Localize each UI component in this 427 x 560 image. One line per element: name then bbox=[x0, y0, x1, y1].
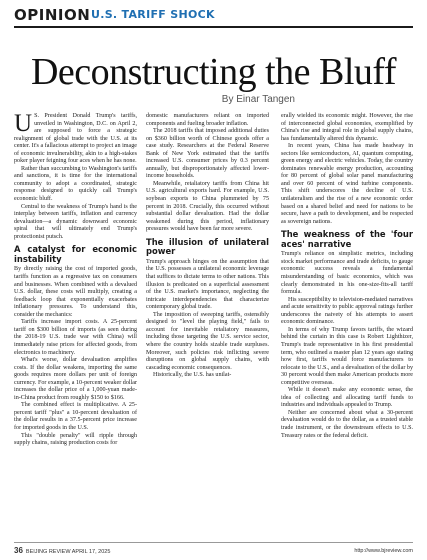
paragraph: Meanwhile, retaliatory tariffs from China hit U.S. agricultural exports hard. For example, U.S. soybean exports to China plummeted by 75 percent in 2018. Crucially, this occurred without substantial dollar devaluation. Had the dollar weakened during this period, inflationary pressures would have been far more severe. bbox=[146, 180, 269, 233]
column-1 bbox=[14, 110, 137, 448]
subhead-weakness: The weakness of the 'four aces' narrative bbox=[281, 229, 413, 249]
paragraph: The 2018 tariffs that imposed additional duties on $360 billion worth of Chinese goods offer a case study. Researchers at the Federal Reserve Bank of New York estimated that the tariffs increased U.S. consumer prices by 0.3 percent annually, but disproportionately affected lower-income households. bbox=[146, 128, 269, 180]
paragraph: Rather than succumbing to Washington's tariffs and sanctions, it is time for the international community to adopt a coordinated, strategic response designed to quickly call Trump's economic bluff. bbox=[14, 165, 137, 203]
article-byline: By Einar Tangen bbox=[221, 94, 295, 105]
subhead-catalyst: A catalyst for economic instability bbox=[14, 244, 137, 264]
section-label: OPINION bbox=[14, 6, 91, 24]
lead-paragraph bbox=[14, 110, 137, 166]
paragraph: Trump's approach hinges on the assumption that the U.S. possesses a unilateral economic leverage that suffices to dictate terms to other nations. This illusion is predicated on a superficial assessment of the U.S. market's importance, neglecting the intricate interdependencies that characterize contemporary global trade. bbox=[146, 258, 269, 311]
section-topic: U.S. TARIFF SHOCK bbox=[91, 8, 215, 21]
paragraph: This "double penalty" will ripple through supply chains, raising production costs for bbox=[14, 432, 137, 447]
paragraph: The combined effect is multiplicative. A 25-percent tariff "plus" a 10-percent devaluation of the dollar results in a 37.5-percent price increase for imported goods in the U.S. bbox=[14, 402, 137, 431]
paragraph: The imposition of sweeping tariffs, ostensibly designed to "level the playing field," fails to account for inevitable retaliatory measures, including those targeting the U.S. service sector, where the country holds sizable trade surpluses. Moreover, such policies risk inflicting severe disruptions on global supply chains, with cascading economic consequences. bbox=[146, 311, 269, 371]
paragraph: erally wielded its economic might. However, the rise of interconnected global economies, exemplified by China's rise and integral role in global supply chains, has fundamentally altered this dynamic. bbox=[281, 113, 413, 142]
paragraph: Historically, the U.S. has unilat- bbox=[153, 372, 232, 379]
page-header bbox=[14, 6, 413, 24]
paragraph: While it doesn't make any economic sense, the idea of collecting and allocating tariff funds to industries and individuals appealed to Trump. bbox=[281, 387, 413, 409]
paragraph: His susceptibility to television-mediated narratives and acute sensitivity to public approval ratings further underscores the naivety of his attempts to assert economic dominance. bbox=[281, 296, 413, 326]
drop-cap: U bbox=[14, 110, 33, 137]
paragraph: In recent years, China has made headway in sectors like semiconductors, AI, quantum computing, green energy and electric vehicles. Today, the country dominates renewable energy production, accounting for 80 percent of global solar panel manufacturing and over 60 percent of wind turbine components. This shift underscores the decline of U.S. unilateralism and the rise of a new economic order based on a shared belief and need for nations to be secure, have a path to development, and be respected as sovereign nations. bbox=[281, 143, 413, 225]
subhead-illusion: The illusion of unilateral power bbox=[146, 236, 269, 257]
paragraph: Central to the weakness of Trump's hand is the interplay between tariffs, inflation and currency devaluation—a dynamic downward economic spiral that will ultimately end Trump's protectionist putsch. bbox=[14, 203, 137, 240]
page-footer bbox=[14, 546, 413, 556]
page-number: 36 bbox=[14, 546, 23, 555]
paragraph: domestic manufacturers reliant on imported components and fueling broader inflation. bbox=[146, 113, 269, 127]
article-title: Deconstructing the Bluff bbox=[30, 51, 397, 93]
paragraph: In terms of why Trump favors tariffs, the wizard behind the curtain in this case is Robert Lighthizer, Trump's trade representative in his first presidential term, who outlined a master plan 12 years ago stating how first, tariffs would force manufacturers to relocate to the U.S., and a devaluation of the dollar by 30 percent would then make American products more competitive overseas. bbox=[281, 326, 413, 386]
paragraph: S. President Donald Trump's tariffs, unveiled in Washington, D.C. on April 2, are supposed to force a strategic realignment of global trade with the U.S. at its center. It's a fallacious attempt to project an image of economic invulnerability, akin to a high-stakes poker player feigning four aces when he has none. bbox=[14, 113, 137, 165]
paragraph: Trump's reliance on simplistic metrics, including stock market performance and trade deficits, to gauge economic success reveals a fundamental misunderstanding of basic economics, which was clearly demonstrated in his one-size-fits-all tariff formula. bbox=[281, 251, 413, 296]
issue-info: BEIJING REVIEW APRIL 17, 2025 bbox=[25, 549, 111, 555]
footer-rule bbox=[14, 542, 413, 543]
paragraph: Tariffs increase import costs. A 25-percent tariff on $300 billion of imports (as seen during the 2018-19 U.S. trade war with China) will immediately raise prices for affected goods, from electronics to machinery. bbox=[14, 319, 137, 356]
paragraph: Neither are concerned about what a 30-percent devaluation would do to the dollar, as a trusted stable trade instrument, or the downstream effects to U.S. Treasury rates or the federal deficit. bbox=[281, 409, 413, 439]
website-link[interactable]: http://www.bjreview.com bbox=[354, 548, 413, 554]
column-3 bbox=[281, 113, 413, 440]
paragraph: What's worse, dollar devaluation amplifies costs. If the dollar weakens, importing the same goods requires more dollars per unit of foreign currency. For example, a 10-percent weaker dollar increases the dollar price of a 1,000-yuan made-in-China product from roughly $150 to $166. bbox=[14, 357, 137, 401]
header-rule bbox=[14, 26, 413, 28]
column-2 bbox=[146, 113, 269, 380]
paragraph: By directly raising the cost of imported goods, tariffs function as a regressive tax on consumers and businesses. When combined with a devalued U.S. dollar, these costs will multiply, creating a feedback loop that exponentially exacerbates inflationary pressures. To understand this, consider the mechanics: bbox=[14, 266, 137, 318]
